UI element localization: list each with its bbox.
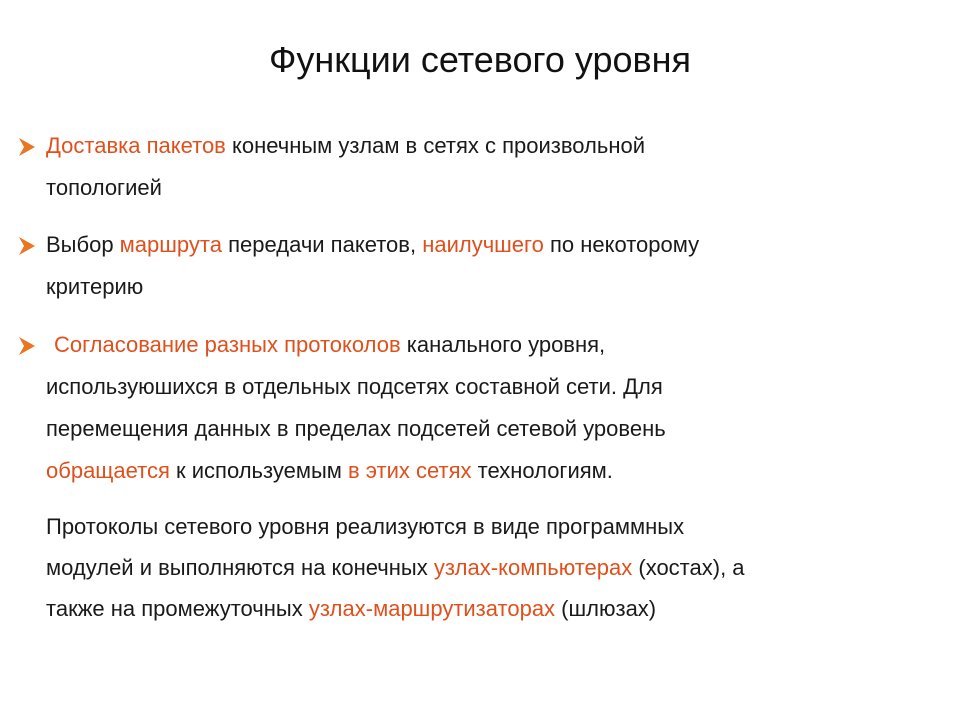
arrowhead-bullet-icon — [18, 232, 36, 260]
paragraph-line-3 — [46, 589, 656, 629]
text-run: к используемым — [169, 458, 348, 483]
arrowhead-bullet-icon — [18, 133, 36, 161]
text-run: используюшихся в отдельных подсетях составной сети. Для — [46, 374, 663, 399]
text-run: по некоторому — [543, 232, 700, 257]
bullet-1-line-2 — [46, 168, 162, 208]
bullet-1-line-1 — [46, 126, 645, 166]
highlighted-text: обращается — [46, 458, 170, 483]
highlighted-text: Доставка пакетов — [46, 133, 226, 158]
text-run: топологией — [46, 175, 162, 200]
slide-title: Функции сетевого уровня — [268, 39, 691, 80]
bullet-3-line-2 — [46, 367, 663, 407]
text-run: Выбор — [46, 232, 120, 257]
bullet-3-line-3 — [46, 409, 666, 449]
highlighted-text: узлах-маршрутизаторах — [308, 596, 556, 621]
text-run: перемещения данных в пределах подсетей сетевой уровень — [46, 416, 666, 441]
arrowhead-bullet-icon — [18, 332, 36, 360]
bullet-3-line-4 — [46, 451, 613, 491]
highlighted-text: наилучшего — [422, 232, 544, 257]
text-run: передачи пакетов, — [221, 232, 423, 257]
bullet-2-line-2 — [46, 267, 143, 307]
text-run: технологиям. — [471, 458, 613, 483]
highlighted-text: Согласование разных протоколов — [54, 332, 401, 357]
paragraph-line-2 — [46, 548, 745, 588]
highlighted-text: в этих сетях — [348, 458, 472, 483]
bullet-2-line-1 — [46, 225, 699, 265]
text-run: Протоколы сетевого уровня реализуются в виде программных — [46, 514, 685, 539]
text-run: критерию — [46, 274, 144, 299]
text-run: (хостах), а — [632, 555, 745, 580]
bullet-3-line-1 — [54, 325, 605, 365]
text-run: модулей и выполняются на конечных — [46, 555, 434, 580]
text-run: также на промежуточных — [46, 596, 309, 621]
paragraph-line-1 — [46, 507, 684, 547]
highlighted-text: маршрута — [119, 232, 222, 257]
text-run: (шлюзах) — [555, 596, 657, 621]
highlighted-text: узлах-компьютерах — [433, 555, 633, 580]
text-run: конечным узлам в сетях с произвольной — [225, 133, 646, 158]
text-run: канального уровня, — [400, 332, 606, 357]
